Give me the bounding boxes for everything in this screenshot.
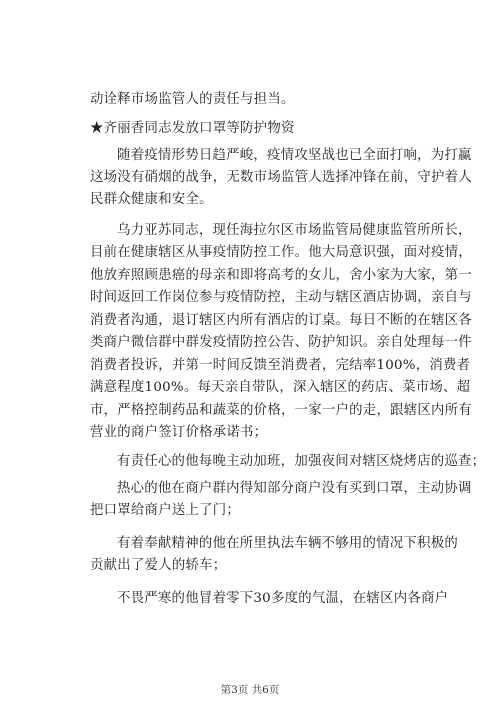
text-line-9: 时间返回工作岗位参与疫情防控，主动与辖区酒店协调，亲自与 <box>90 290 472 305</box>
text-line-11: 类商户微信群中群发疫情防控公告、防护知识。亲自处理每一件 <box>90 335 472 350</box>
text-line-15: 营业的商户签订价格承诺书； <box>90 425 268 440</box>
page-footer: 第3页 共6页 <box>220 684 280 696</box>
section-heading: ★齐丽香同志发放口罩等防护物资 <box>90 121 295 136</box>
text-line-5: 民群众健康和安全。 <box>90 192 213 207</box>
text-line-6: 乌力亚苏同志，现任海拉尔区市场监管局健康监管所所长， <box>117 223 472 238</box>
text-line-4: 这场没有硝烟的战争，无数市场监管人选择冲锋在前，守护着人 <box>90 170 472 185</box>
text-line-20: 贡献出了爱人的轿车； <box>90 558 227 573</box>
text-line-18: 把口罩给商户送上了门； <box>90 503 241 518</box>
text-line-13: 满意程度100%。每天亲自带队，深入辖区的药店、菜市场、超 <box>90 380 471 395</box>
text-line-1: 动诠释市场监管人的责任与担当。 <box>90 92 295 107</box>
text-line-16: 有责任心的他每晚主动加班，加强夜间对辖区烧烤店的巡查； <box>117 454 486 469</box>
text-line-10: 消费者沟通，退订辖区内所有酒店的订桌。每日不断的在辖区各 <box>90 313 472 328</box>
text-line-3: 随着疫情形势日趋严峻，疫情攻坚战也已全面打响，为打赢 <box>117 148 472 163</box>
text-line-14: 市，严格控制药品和蔬菜的价格，一家一户的走，跟辖区内所有 <box>90 403 472 418</box>
text-line-8: 他放弃照顾患癌的母亲和即将高考的女儿，舍小家为大家，第一 <box>90 268 472 283</box>
text-line-12: 消费者投诉，并第一时间反馈至消费者，完结率100%，消费者 <box>90 358 471 373</box>
text-line-19: 有着奉献精神的他在所里执法车辆不够用的情况下积极的 <box>117 536 459 551</box>
text-line-21: 不畏严寒的他冒着零下30多度的气温，在辖区内各商户 <box>117 591 449 606</box>
text-line-17: 热心的他在商户群内得知部分商户没有买到口罩，主动协调 <box>117 481 472 496</box>
text-line-7: 目前在健康辖区从事疫情防控工作。他大局意识强，面对疫情， <box>90 245 472 260</box>
